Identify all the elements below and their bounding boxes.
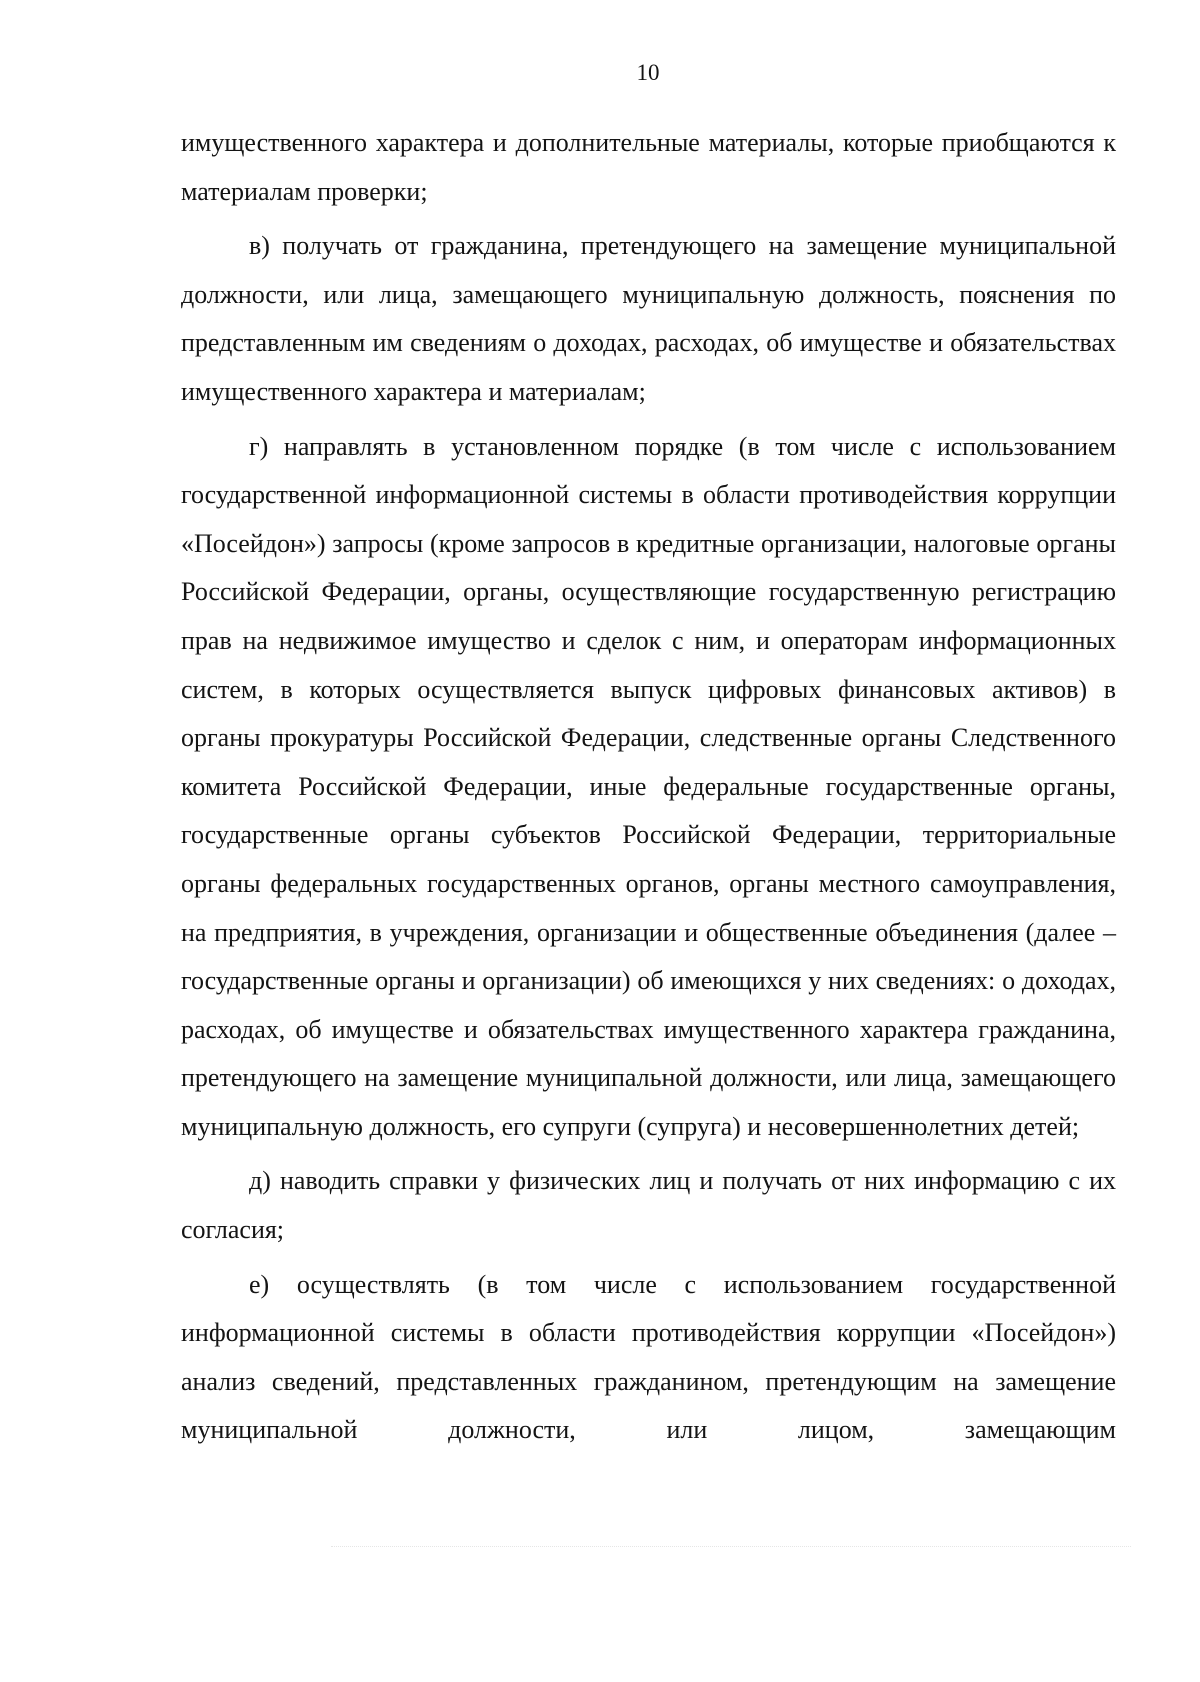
document-body (181, 119, 1116, 1455)
paragraph-item-v: в) получать от гражданина, претендующего на замещение муниципальной должности, или лица, замещающего муниципальную должность, пояснения по представленным им сведениям о доходах, расходах, об имуществе и обязательствах имущественного характера и материалам; (181, 231, 1116, 406)
paragraph-item-e: е) осуществлять (в том числе с использованием государственной информационной системы в области противодействия коррупции «Посейдон») анализ сведений, представленных гражданином, претендующим на замещение муниципальной должности, или лицом, замещающим (181, 1269, 1116, 1445)
paragraph-item-d: д) наводить справки у физических лиц и получать от них информацию с их согласия; (181, 1166, 1116, 1245)
paragraph-continuation: имущественного характера и дополнительные материалы, которые приобщаются к материалам проверки; (181, 128, 1116, 206)
scan-artifact-line (331, 1546, 1131, 1548)
page-number: 10 (636, 60, 660, 85)
paragraph-item-g: г) направлять в установленном порядке (в том числе с использованием государственной информационной системы в области противодействия коррупции «Посейдон») запросы (кроме запросов в кредитные организации, налоговые органы Российской Федерации, органы, осуществляющие государственную регистрацию прав на недвижимое имущество и сделок с ним, и операторам информационных систем, в которых осуществляется выпуск цифровых финансовых активов) в органы прокуратуры Российской Федерации, следственные органы Следственного комитета Российской Федерации, иные федеральные государственные органы, государственные органы субъектов Российской Федерации, территориальные органы федеральных государственных органов, органы местного самоуправления, на предприятия, в учреждения, организации и общественные объединения (далее – государственные органы и организации) об имеющихся у них сведениях: о доходах, расходах, об имуществе и обязательствах имущественного характера гражданина, претендующего на замещение муниципальной должности, или лица, замещающего муниципальную должность, его супруги (супруга) и несовершеннолетних детей; (181, 431, 1116, 1141)
